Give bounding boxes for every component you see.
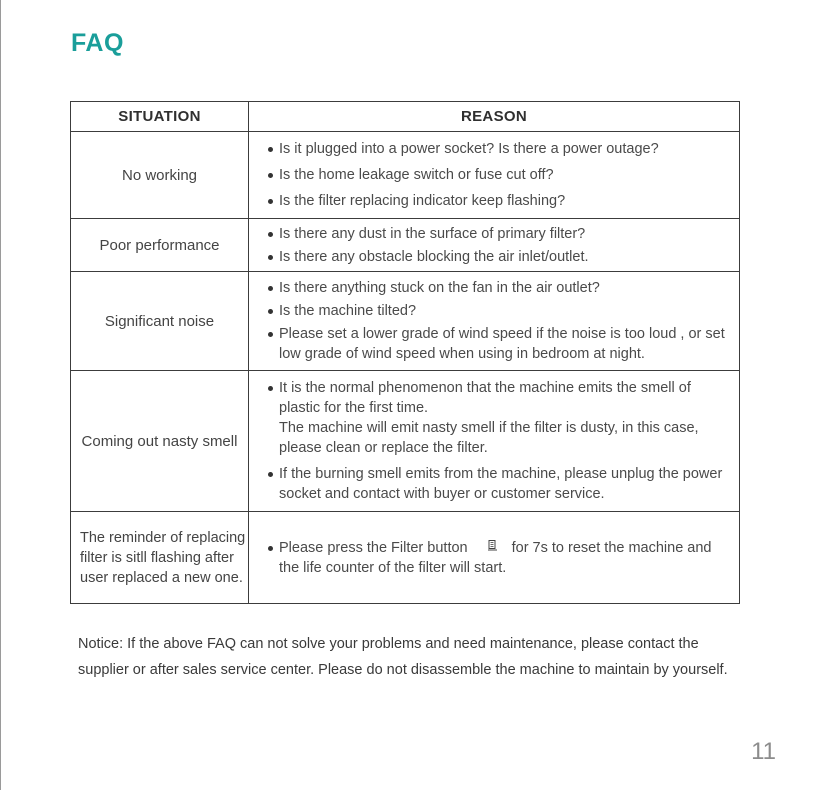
reason-cell: [249, 219, 740, 272]
situation-line: nasty smell: [162, 432, 238, 450]
filter-button-icon: [488, 540, 498, 551]
reason-item: Is the machine tilted?: [267, 301, 731, 321]
situation-line: replacing filter is sitll: [80, 529, 246, 566]
reason-list: [267, 538, 731, 578]
table-row: [71, 219, 740, 272]
situation-line: Coming out: [81, 432, 159, 450]
notice-text: Notice: If the above FAQ can not solve your problems and need maintenance, please contact the supplier or after sales service center. Please do not disassemble the machine to maintain by yourself.: [78, 636, 728, 678]
situation-cell: No working: [71, 132, 249, 219]
reason-cell: [249, 512, 740, 604]
reason-item: If the burning smell emits from the machine, please unplug the power socket and contact with buyer or customer service.: [267, 464, 731, 504]
reason-cell: [249, 132, 740, 219]
reason-item: Is there anything stuck on the fan in the air outlet?: [267, 278, 731, 298]
situation-cell: Poor performance: [71, 219, 249, 272]
reason-list: [267, 224, 731, 267]
reason-item: [267, 538, 731, 578]
situation-line: The reminder of: [80, 529, 183, 546]
reason-item: [267, 378, 731, 458]
situation-line: replaced a new one.: [112, 569, 243, 586]
reason-item: Please set a lower grade of wind speed if the noise is too loud , or set low grade of wind speed when using in bedroom at night.: [267, 324, 731, 364]
header-reason: REASON: [249, 102, 740, 132]
reason-text: It is the normal phenomenon that the machine emits the smell of plastic for the first time.: [279, 380, 691, 416]
page-title: FAQ: [71, 29, 124, 57]
reason-item: Is there any obstacle blocking the air inlet/outlet.: [267, 247, 731, 267]
situation-cell: Significant noise: [71, 272, 249, 371]
page-number: 11: [751, 738, 776, 765]
reason-list: [267, 278, 731, 364]
situation-cell: [71, 371, 249, 512]
reason-cell: [249, 272, 740, 371]
reason-list: [267, 378, 731, 504]
reason-text: The machine will emit nasty smell if the filter is dusty, in this case, please clean or replace the filter.: [279, 420, 699, 456]
reason-text: Please press the Filter button: [279, 539, 468, 556]
table-row: [71, 512, 740, 604]
table-row: [71, 132, 740, 219]
table-header-row: [71, 102, 740, 132]
reason-item: Is the home leakage switch or fuse cut off?: [267, 165, 731, 185]
table-row: [71, 371, 740, 512]
header-situation: SITUATION: [71, 102, 249, 132]
table-row: [71, 272, 740, 371]
reason-text: for 7s to reset the machine and the life counter of the filter will start.: [279, 539, 712, 576]
situation-cell: [71, 512, 249, 604]
reason-item: Is there any dust in the surface of primary filter?: [267, 224, 731, 244]
situation-line: flashing after user: [80, 549, 234, 586]
page-edge-rule: [0, 0, 1, 790]
reason-cell: [249, 371, 740, 512]
reason-item: Is the filter replacing indicator keep flashing?: [267, 191, 731, 211]
reason-list: [267, 139, 731, 211]
faq-table: [70, 101, 740, 604]
reason-item: Is it plugged into a power socket? Is there a power outage?: [267, 139, 731, 159]
